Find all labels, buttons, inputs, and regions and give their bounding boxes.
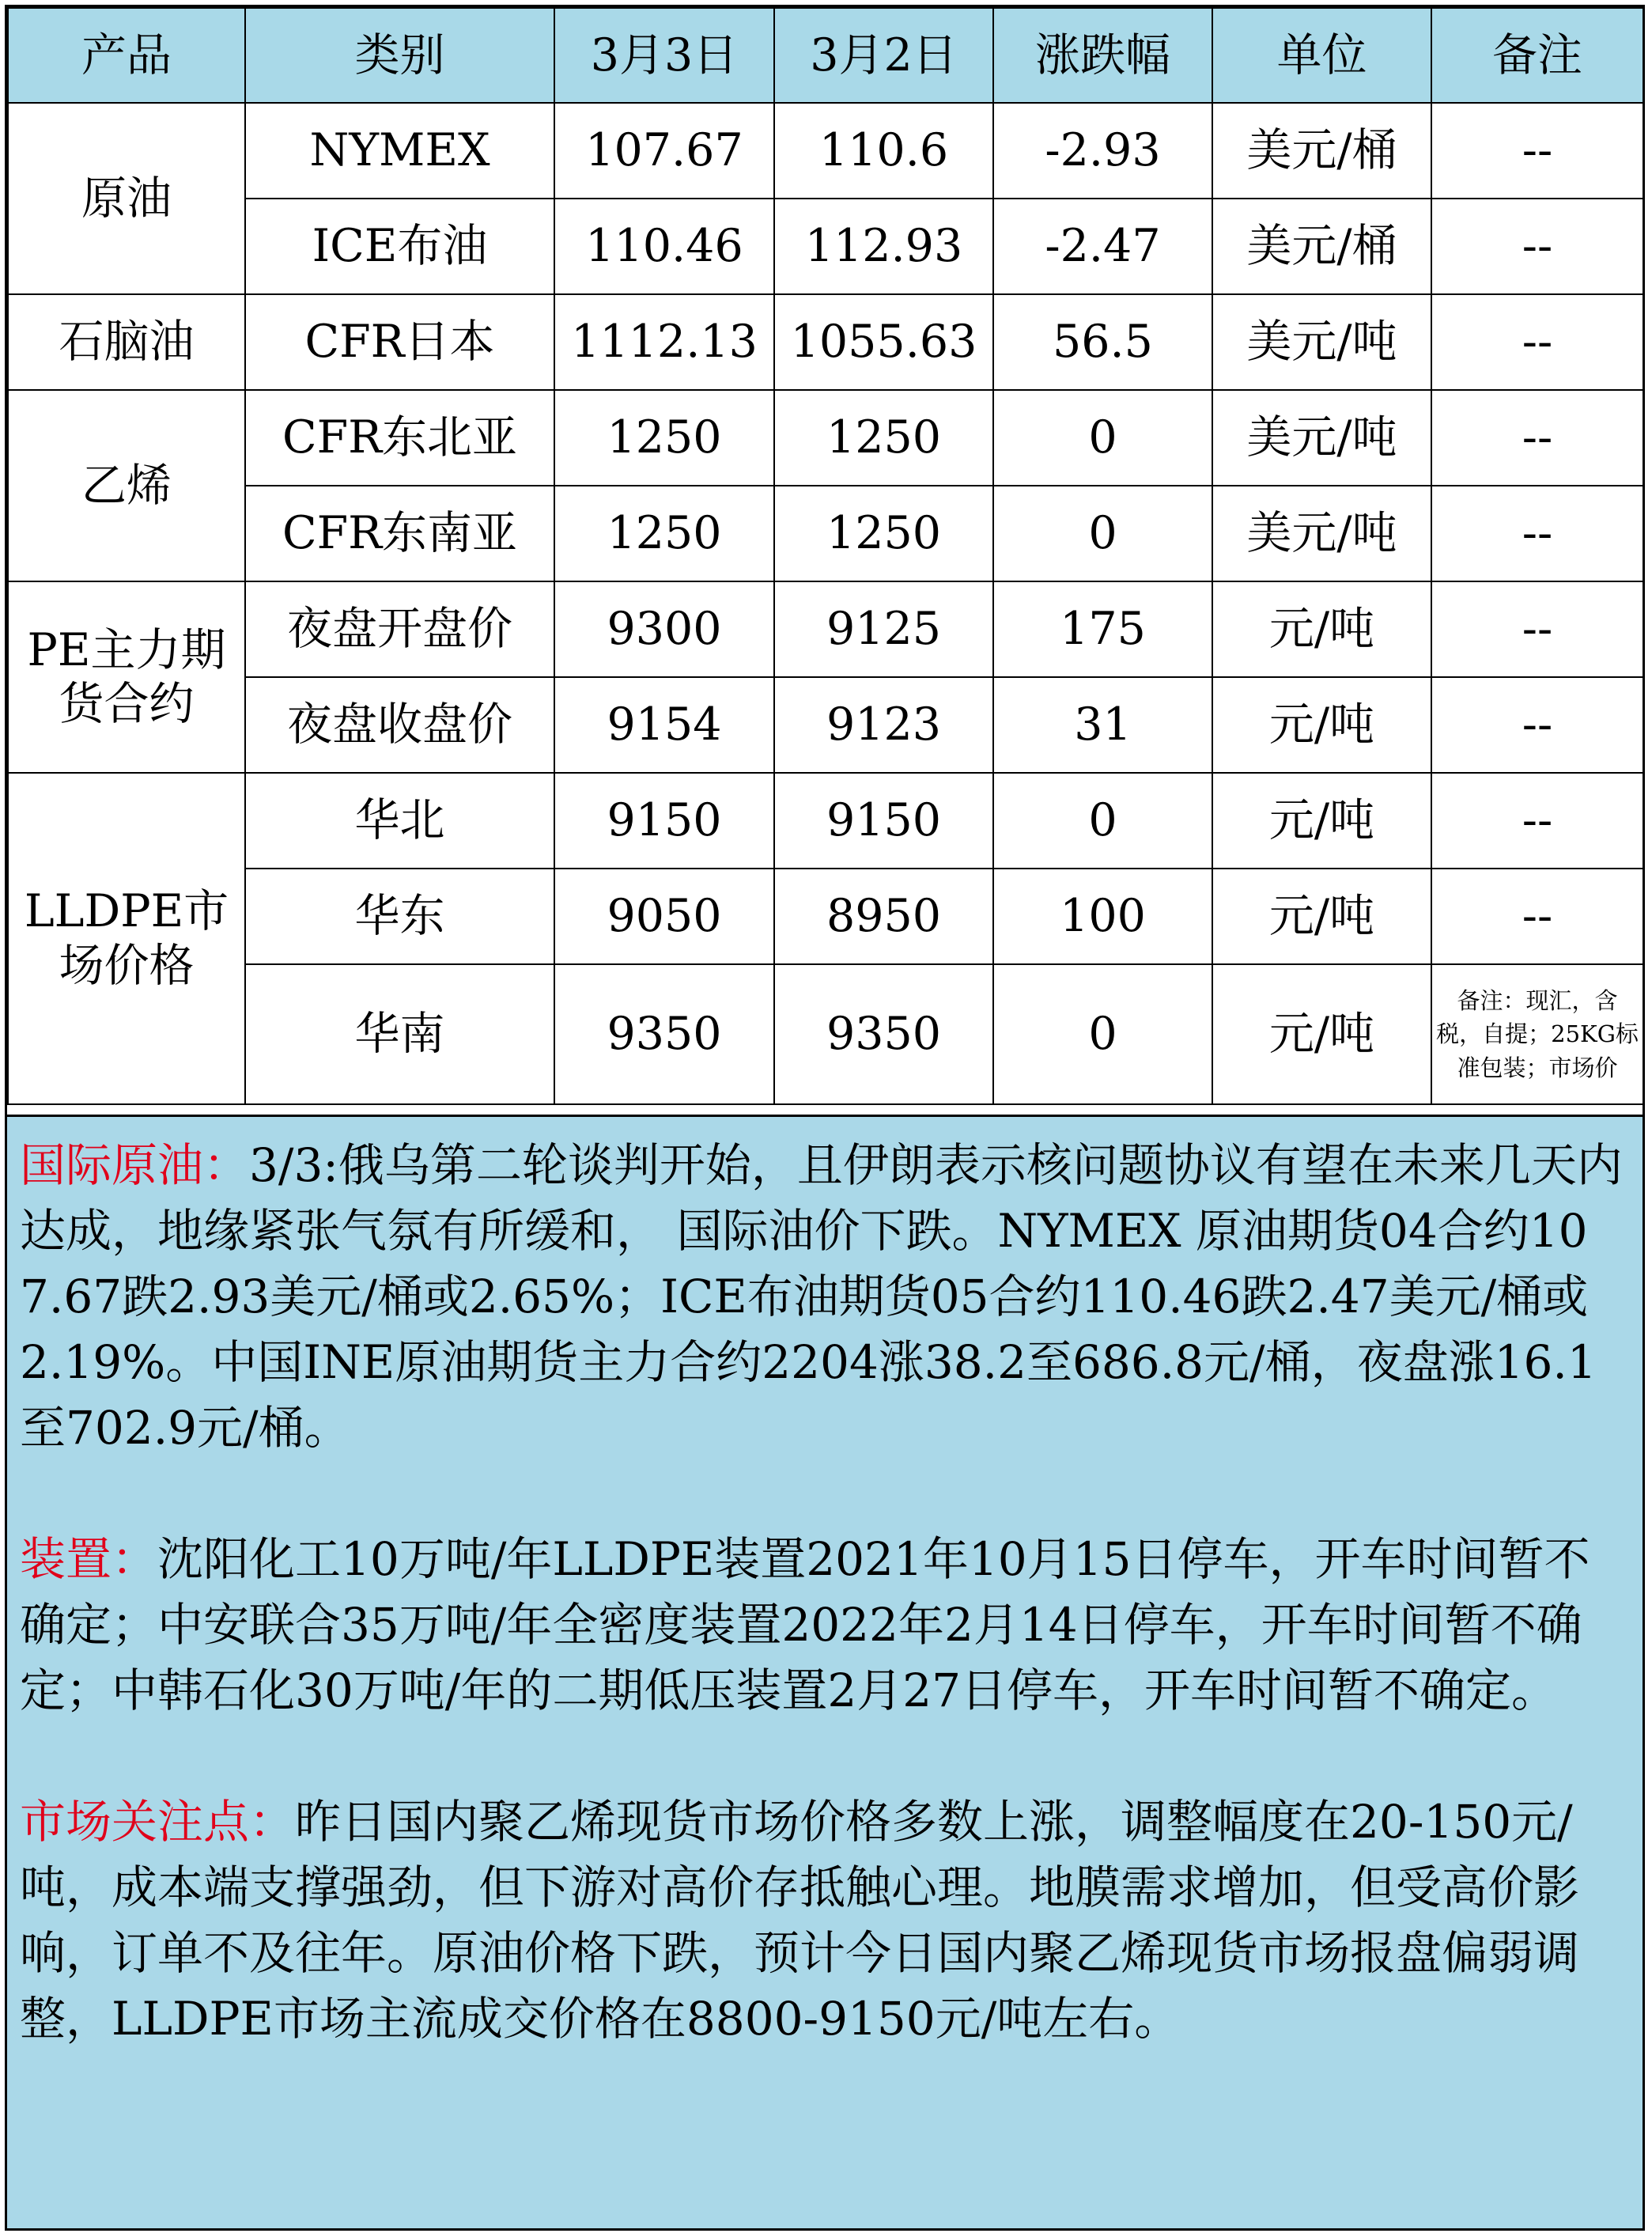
note-line: 准包装；市场价 [1457,1054,1618,1081]
report-page [5,5,1645,2231]
header-change: 涨跌幅 [993,8,1212,103]
unit-cell: 元/吨 [1212,677,1431,773]
crude-label: 国际原油： [20,1138,250,1192]
header-category: 类别 [245,8,554,103]
change-cell: -2.93 [993,103,1212,199]
note-cell: -- [1431,486,1643,581]
product-naphtha: 石脑油 [8,294,245,390]
commentary-section [7,1115,1643,2228]
mar3-cell: 110.46 [554,199,774,294]
header-product: 产品 [8,8,245,103]
table-row [8,773,1643,869]
table-row [8,390,1643,486]
unit-cell: 元/吨 [1212,581,1431,677]
mar2-cell: 9150 [774,773,993,869]
note-cell: -- [1431,581,1643,677]
note-cell: -- [1431,199,1643,294]
category-cell: 夜盘开盘价 [245,581,554,677]
category-cell: CFR东南亚 [245,486,554,581]
unit-cell: 元/吨 [1212,773,1431,869]
category-cell: CFR日本 [245,294,554,390]
table-row [8,869,1643,964]
header-mar2: 3月2日 [774,8,993,103]
crude-paragraph [20,1133,1630,1461]
product-line: 货合约 [59,678,195,730]
crude-text: 3/3:俄乌第二轮谈判开始，且伊朗表示核问题协议有望在未来几天内达成，地缘紧张气氛有所缓和， 国际油价下跌。NYMEX 原油期货04合约107.67跌2.93美元/桶或2.65%；ICE布油期货05合约110.46跌2.47美元/桶或2.19%。中国INE原油期货主力合约2204涨38.2至686.8元/桶，夜盘涨16.1至702.9元/桶。 [20,1138,1623,1455]
plant-label: 装置： [20,1532,158,1586]
change-cell: 0 [993,390,1212,486]
unit-cell: 美元/桶 [1212,103,1431,199]
mar3-cell: 9050 [554,869,774,964]
header-unit: 单位 [1212,8,1431,103]
mar3-cell: 1250 [554,486,774,581]
mar2-cell: 9125 [774,581,993,677]
table-row [8,486,1643,581]
note-cell: -- [1431,677,1643,773]
product-line: PE主力期 [27,623,226,676]
note-cell: -- [1431,294,1643,390]
unit-cell: 元/吨 [1212,964,1431,1104]
product-crude: 原油 [8,103,245,294]
product-lldpe-market [8,773,245,1104]
mar3-cell: 9154 [554,677,774,773]
category-cell: 夜盘收盘价 [245,677,554,773]
product-pe-futures [8,581,245,773]
unit-cell: 美元/桶 [1212,199,1431,294]
category-cell: 华北 [245,773,554,869]
mar2-cell: 9350 [774,964,993,1104]
header-mar3: 3月3日 [554,8,774,103]
note-cell: -- [1431,390,1643,486]
note-cell: -- [1431,103,1643,199]
table-row [8,103,1643,199]
market-text: 昨日国内聚乙烯现货市场价格多数上涨，调整幅度在20-150元/吨，成本端支撑强劲，但下游对高价存抵触心理。地膜需求增加，但受高价影响，订单不及往年。原油价格下跌，预计今日国内聚乙烯现货市场报盘偏弱调整，LLDPE市场主流成交价格在8800-9150元/吨左右。 [20,1795,1580,2046]
category-cell: ICE布油 [245,199,554,294]
mar2-cell: 1055.63 [774,294,993,390]
mar2-cell: 112.93 [774,199,993,294]
category-cell: 华东 [245,869,554,964]
table-row [8,581,1643,677]
change-cell: 0 [993,964,1212,1104]
product-line: 场价格 [59,939,195,992]
mar3-cell: 9300 [554,581,774,677]
category-cell: NYMEX [245,103,554,199]
table-row [8,677,1643,773]
unit-cell: 元/吨 [1212,869,1431,964]
note-cell: -- [1431,869,1643,964]
unit-cell: 美元/吨 [1212,390,1431,486]
market-label: 市场关注点： [20,1795,296,1849]
mar2-cell: 1250 [774,486,993,581]
mar2-cell: 9123 [774,677,993,773]
table-row [8,964,1643,1104]
category-cell: CFR东北亚 [245,390,554,486]
product-line: LLDPE市 [24,885,229,938]
change-cell: 0 [993,773,1212,869]
mar3-cell: 9150 [554,773,774,869]
mar3-cell: 1112.13 [554,294,774,390]
change-cell: 31 [993,677,1212,773]
mar2-cell: 1250 [774,390,993,486]
mar3-cell: 107.67 [554,103,774,199]
note-cell: -- [1431,773,1643,869]
product-ethylene: 乙烯 [8,390,245,581]
note-cell-remark [1431,964,1643,1104]
note-line: 备注：现汇，含 [1457,987,1618,1015]
mar2-cell: 8950 [774,869,993,964]
price-table [7,7,1644,1105]
table-row [8,294,1643,390]
unit-cell: 美元/吨 [1212,486,1431,581]
mar3-cell: 9350 [554,964,774,1104]
market-paragraph [20,1789,1630,2052]
change-cell: 175 [993,581,1212,677]
change-cell: 0 [993,486,1212,581]
mar2-cell: 110.6 [774,103,993,199]
change-cell: 100 [993,869,1212,964]
table-row [8,199,1643,294]
mar3-cell: 1250 [554,390,774,486]
change-cell: 56.5 [993,294,1212,390]
plant-paragraph [20,1527,1630,1724]
unit-cell: 美元/吨 [1212,294,1431,390]
table-header-row [8,8,1643,103]
plant-text: 沈阳化工10万吨/年LLDPE装置2021年10月15日停车，开车时间暂不确定；中安联合35万吨/年全密度装置2022年2月14日停车，开车时间暂不确定；中韩石化30万吨/年的二期低压装置2月27日停车，开车时间暂不确定。 [20,1532,1590,1717]
note-line: 税，自提；25KG标 [1436,1020,1639,1048]
header-note: 备注 [1431,8,1643,103]
change-cell: -2.47 [993,199,1212,294]
category-cell: 华南 [245,964,554,1104]
